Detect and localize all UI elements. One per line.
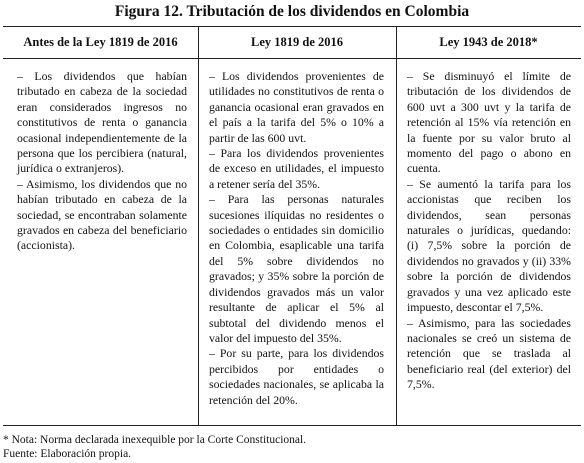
paragraph: – Los dividendos que habían tributado en cabeza de la sociedad eran considerados ingresos no constitutivos de renta o ganancia ocasional independientemente de la persona que los percibiera (natural, jurídica o extranjeros). — [17, 69, 187, 176]
column-divider-1 — [198, 27, 199, 425]
dividend-tax-table — [3, 26, 581, 426]
paragraph: – Asimismo, los dividendos que no habían tributado en cabeza de la sociedad, se encontraban solamente gravados en cabeza del beneficiario (accionista). — [17, 176, 187, 253]
column-divider-2 — [396, 27, 397, 425]
header-ley-1943: Ley 1943 de 2018* — [439, 35, 538, 49]
paragraph: – Se aumentó la tarifa para los accionistas que reciben los dividendos, sean personas naturales o jurídicas, quedando: (i) 7,5% sobre la porción de dividendos no gravados y (ii) 33% sobre la porción de dividendos gravados y una vez aplicado este impuesto, descontar el 7,5%. — [407, 176, 571, 315]
table-header-row — [3, 27, 581, 59]
paragraph: – Se disminuyó el límite de tributación de los dividendos de 600 uvt a 300 uvt y la tarifa de retención al 15% vía retención en la fuente por su valor bruto al momento del pago o abono en cuenta. — [407, 69, 571, 176]
header-ley-1819: Ley 1819 de 2016 — [250, 35, 343, 49]
figure-title: Figura 12. Tributación de los dividendos en Colombia — [114, 3, 470, 20]
paragraph: – Asimismo, para las sociedades nacionales se creó un sistema de retención que se traslada al beneficiario real (del exterior) del 7,5%. — [407, 315, 571, 392]
column-ley-1943 — [407, 69, 571, 393]
header-before-ley-1819: Antes de la Ley 1819 de 2016 — [23, 35, 178, 49]
paragraph: – Los dividendos provenientes de utilidades no constitutivos de renta o ganancia ocasional eran gravados en el país a la tarifa del 5% o 10% a partir de las 600 uvt. — [209, 69, 384, 145]
column-ley-1819 — [209, 69, 384, 408]
column-before-ley-1819 — [17, 69, 187, 254]
paragraph: – Para los dividendos provenientes de exceso en utilidades, el impuesto a retener sería del 35%. — [209, 146, 384, 191]
footnote: * Nota: Norma declarada inexequible por la Corte Constitucional. — [3, 434, 307, 446]
paragraph: – Para las personas naturales sucesiones ilíquidas no residentes o sociedades o entidades sin domicilio en Colombia, esaplicable una tarifa del 5% sobre dividendos no gravados; y 35% sobre la porción de dividendos gravados más un valor resultante de aplicar el 5% al subtotal del dividendo menos el valor del impuesto del 35%. — [209, 192, 384, 345]
paragraph: – Por su parte, para los dividendos percibidos por entidades o sociedades nacionales, se aplicaba la retención del 20%. — [209, 346, 384, 407]
source-note: Fuente: Elaboración propia. — [3, 448, 132, 460]
